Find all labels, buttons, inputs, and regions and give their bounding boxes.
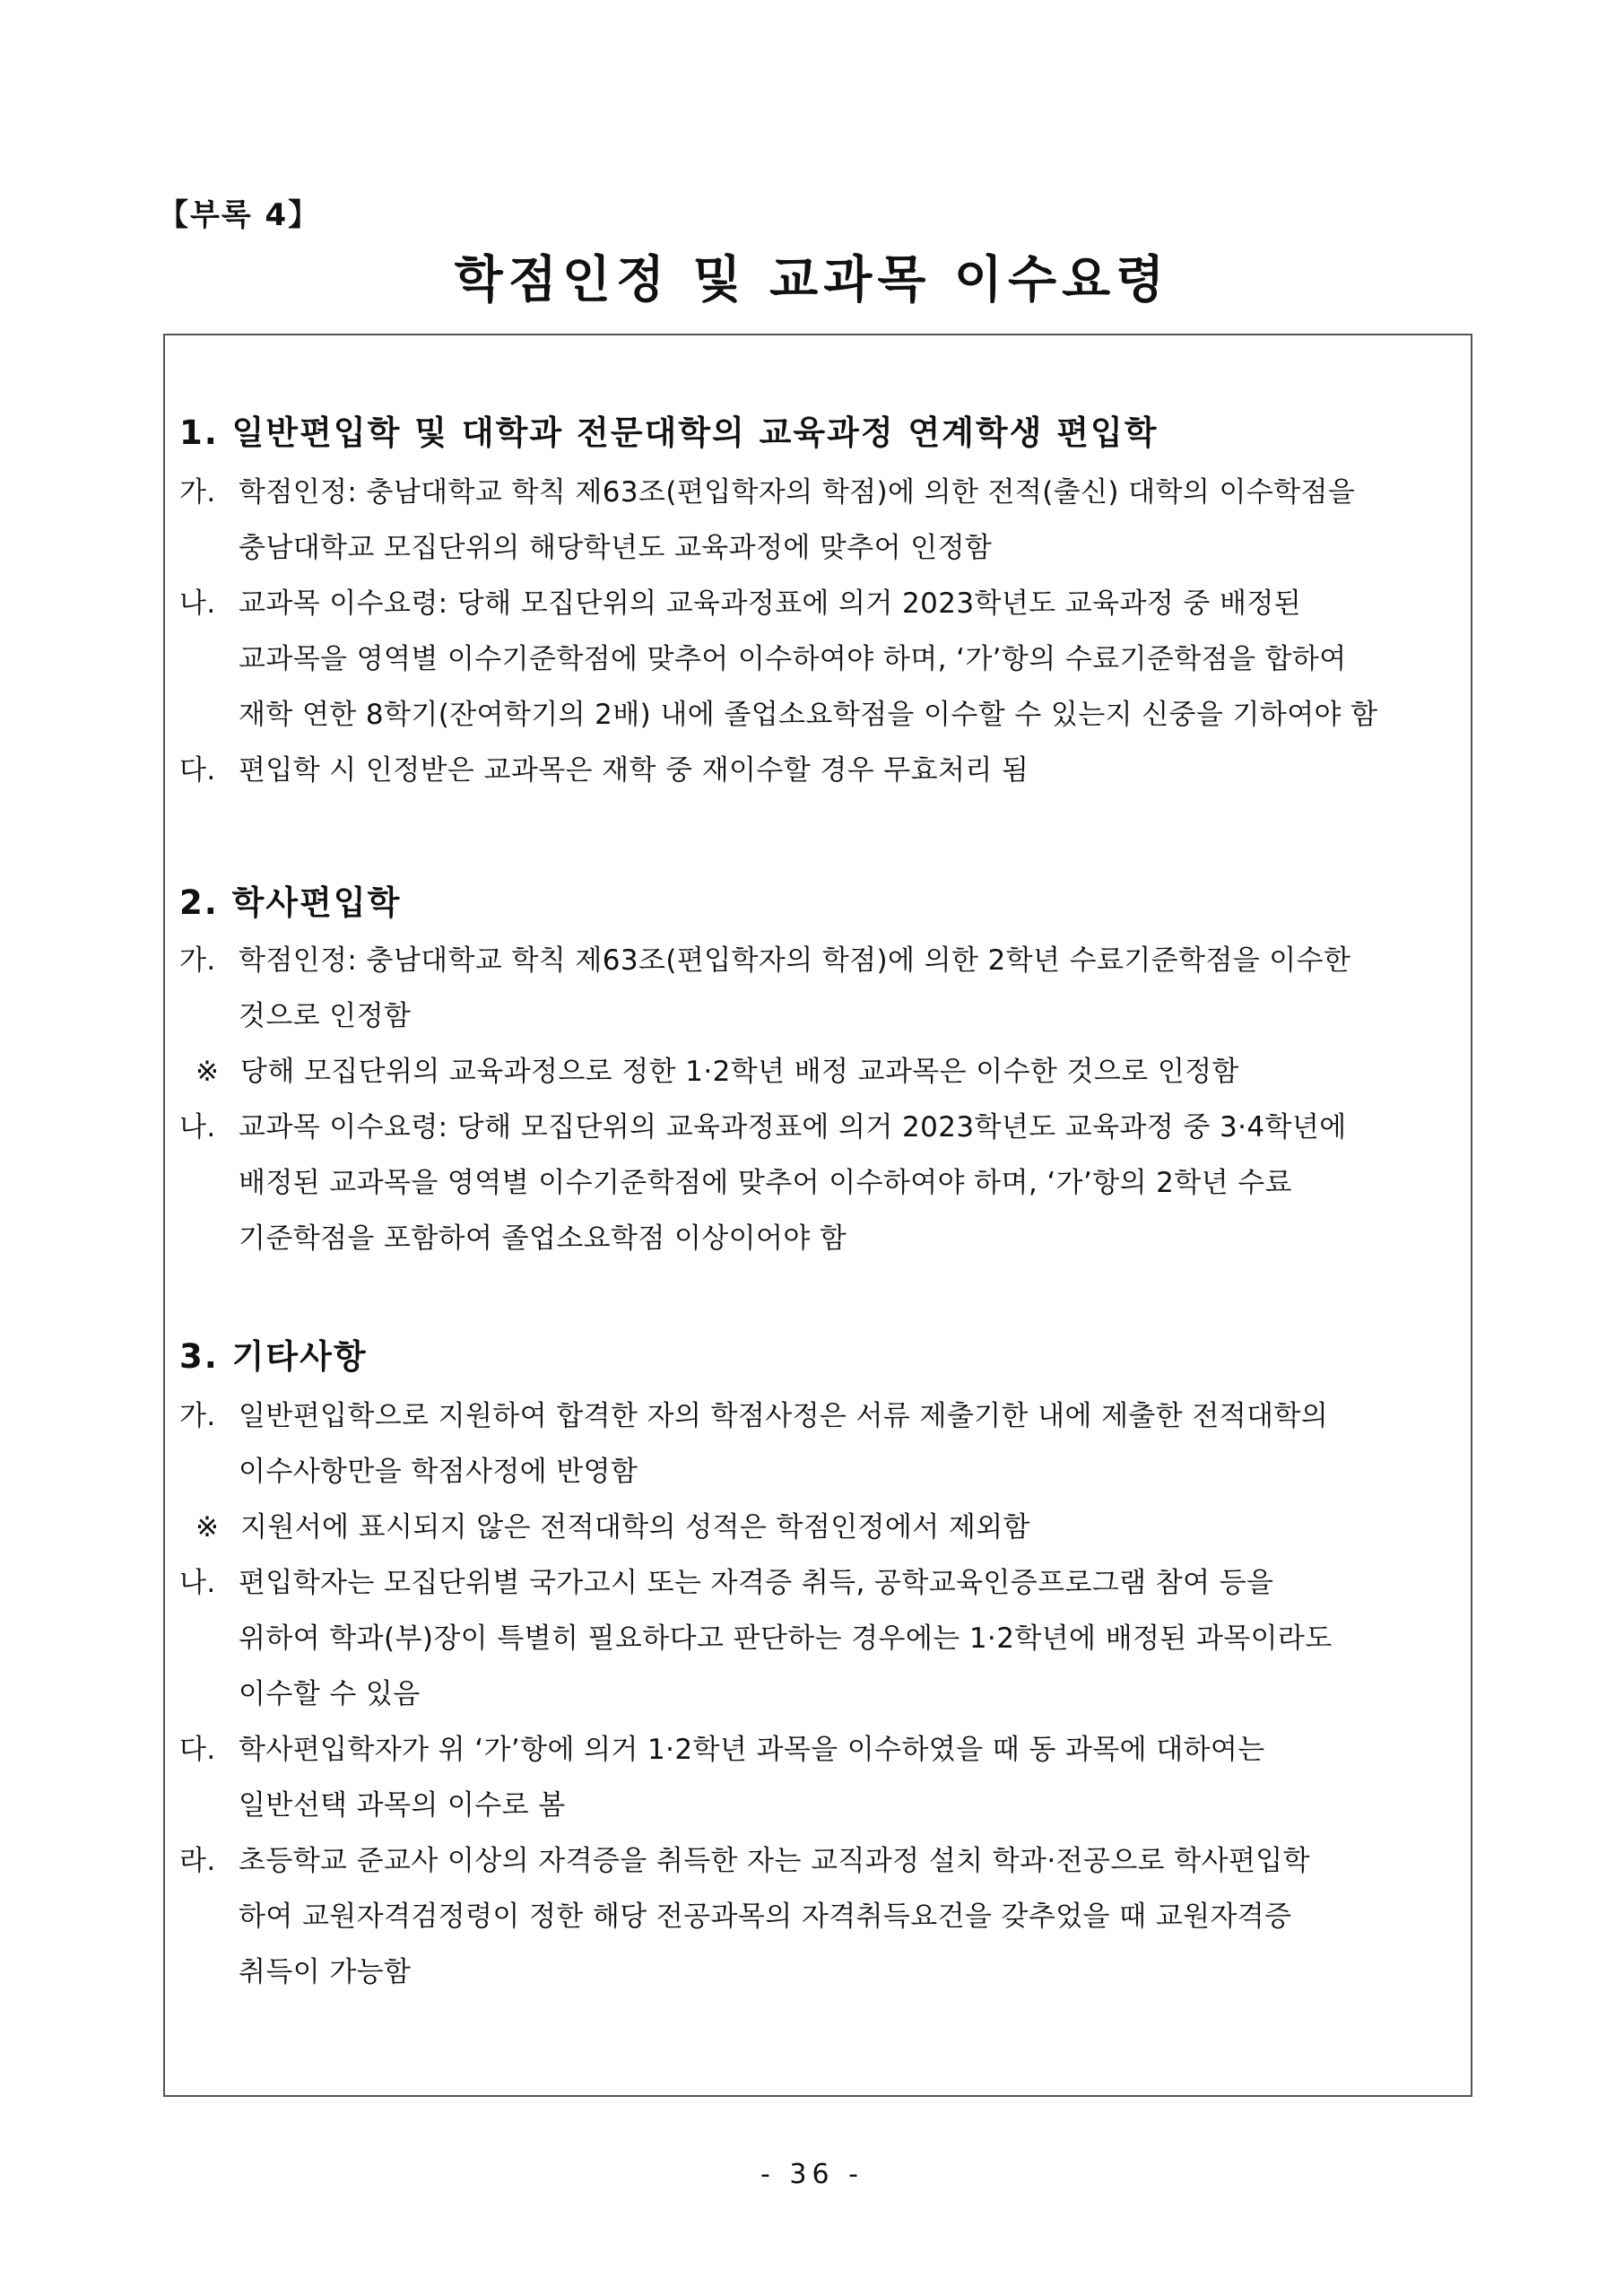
item-line: 기준학점을 포함하여 졸업소요학점 이상이어야 함 xyxy=(239,1222,847,1255)
item-line: 교과목 이수요령: 당해 모집단위의 교육과정표에 의거 2023학년도 교육과정 중 배정된 xyxy=(239,587,1302,620)
list-item xyxy=(179,1100,1456,1266)
item-marker: 가. xyxy=(179,1400,216,1432)
item-line: 배정된 교과목을 영역별 이수기준학점에 맞추어 이수하여야 하며, ‘가’항의 2학년 수료 xyxy=(239,1167,1292,1199)
item-marker: 나. xyxy=(179,587,216,620)
list-item xyxy=(179,576,1456,743)
list-item xyxy=(179,1500,1456,1555)
list-item xyxy=(179,743,1456,798)
item-marker: 나. xyxy=(179,1111,216,1144)
item-line: 학점인정: 충남대학교 학칙 제63조(편입학자의 학점)에 의한 2학년 수료기준학점을 이수한 xyxy=(239,944,1351,977)
item-marker: 가. xyxy=(179,476,216,509)
item-line: 학점인정: 충남대학교 학칙 제63조(편입학자의 학점)에 의한 전적(출신) 대학의 이수학점을 xyxy=(239,476,1356,509)
item-line: 이수사항만을 학점사정에 반영함 xyxy=(239,1456,638,1488)
item-line: 학사편입학자가 위 ‘가’항에 의거 1·2학년 과목을 이수하였을 때 동 과목에 대하여는 xyxy=(239,1734,1265,1766)
item-line: 일반편입학으로 지원하여 합격한 자의 학점사정은 서류 제출기한 내에 제출한 전적대학의 xyxy=(239,1400,1329,1432)
list-item xyxy=(179,1833,1456,2000)
item-marker: 다. xyxy=(179,754,216,787)
reference-mark-icon: ※ xyxy=(195,1056,220,1088)
item-line: 교과목을 영역별 이수기준학점에 맞추어 이수하여야 하며, ‘가’항의 수료기준학점을 합하여 xyxy=(239,643,1347,675)
section-heading: 2. 학사편입학 xyxy=(179,883,402,922)
item-line: 편입학자는 모집단위별 국가고시 또는 자격증 취득, 공학교육인증프로그램 참여 등을 xyxy=(239,1567,1274,1599)
item-line: 재학 연한 8학기(잔여학기의 2배) 내에 졸업소요학점을 이수할 수 있는지 신중을 기하여야 함 xyxy=(239,699,1378,731)
list-item xyxy=(179,1388,1456,1500)
item-marker: 다. xyxy=(179,1734,216,1766)
page-number: - 36 - xyxy=(760,2159,864,2190)
list-item xyxy=(179,1044,1456,1100)
item-line: 위하여 학과(부)장이 특별히 필요하다고 판단하는 경우에는 1·2학년에 배정된 과목이라도 xyxy=(239,1622,1333,1655)
list-item xyxy=(179,465,1456,576)
item-line: 당해 모집단위의 교육과정으로 정한 1·2학년 배정 교과목은 이수한 것으로 인정함 xyxy=(240,1056,1239,1088)
item-line: 일반선택 과목의 이수로 봄 xyxy=(239,1789,566,1822)
appendix-tag: 【부록 4】 xyxy=(158,197,321,233)
section-heading: 1. 일반편입학 및 대학과 전문대학의 교육과정 연계학생 편입학 xyxy=(179,413,1159,452)
item-line: 충남대학교 모집단위의 해당학년도 교육과정에 맞추어 인정함 xyxy=(239,532,993,564)
item-line: 교과목 이수요령: 당해 모집단위의 교육과정표에 의거 2023학년도 교육과정 중 3·4학년에 xyxy=(239,1111,1347,1144)
item-line: 지원서에 표시되지 않은 전적대학의 성적은 학점인정에서 제외함 xyxy=(240,1511,1030,1544)
item-line: 이수할 수 있음 xyxy=(239,1678,421,1710)
list-item xyxy=(179,1555,1456,1722)
item-line: 취득이 가능함 xyxy=(239,1956,412,1988)
section-heading: 3. 기타사항 xyxy=(179,1337,368,1376)
item-marker: 가. xyxy=(179,944,216,977)
reference-mark-icon: ※ xyxy=(195,1511,220,1544)
item-line: 것으로 인정함 xyxy=(239,1000,412,1032)
item-line: 초등학교 준교사 이상의 자격증을 취득한 자는 교직과정 설치 학과·전공으로 학사편입학 xyxy=(239,1845,1310,1877)
item-marker: 라. xyxy=(179,1845,216,1877)
page-title: 학점인정 및 교과목 이수요령 xyxy=(454,251,1170,309)
item-marker: 나. xyxy=(179,1567,216,1599)
list-item xyxy=(179,933,1456,1044)
item-line: 하여 교원자격검정령이 정한 해당 전공과목의 자격취득요건을 갖추었을 때 교원자격증 xyxy=(239,1900,1292,1933)
content-box xyxy=(163,334,1472,2097)
list-item xyxy=(179,1722,1456,1833)
item-line: 편입학 시 인정받은 교과목은 재학 중 재이수할 경우 무효처리 됨 xyxy=(239,754,1029,787)
